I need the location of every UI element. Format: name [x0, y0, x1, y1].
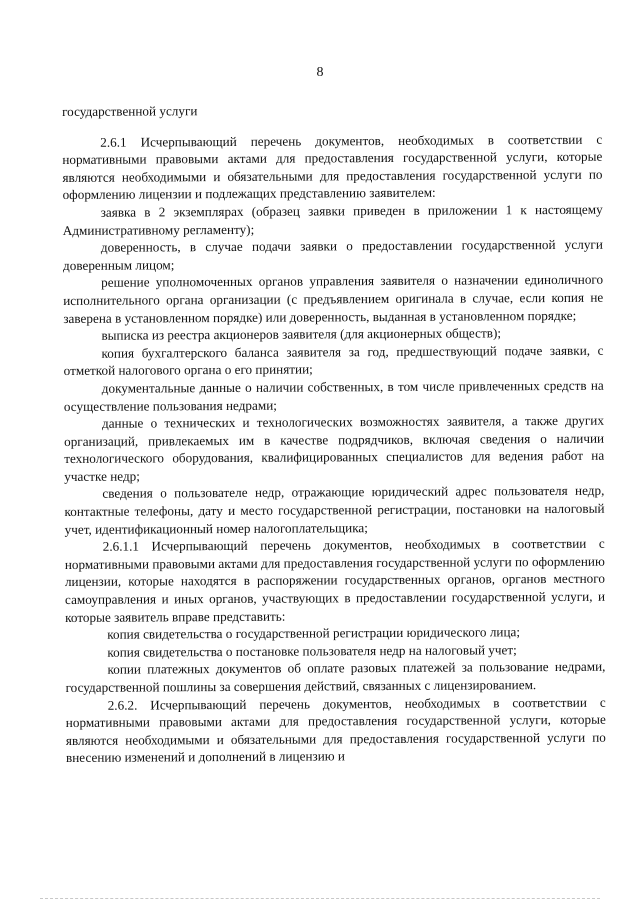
list-item-application: заявка в 2 экземплярах (образец заявки приведен в приложении 1 к настоящему Административному регламенту); — [62, 201, 603, 238]
page-number: 8 — [316, 65, 324, 80]
list-item-registration-certificate: копия свидетельства о государственной регистрации юридического лица; — [107, 624, 521, 642]
list-item-funds-data: документальные данные о наличии собственных, в том числе привлеченных средств на осуществление пользования недрами; — [63, 377, 604, 414]
scan-edge-line — [40, 898, 600, 901]
list-item-shareholder-extract: выписка из реестра акционеров заявителя (для акционерных обществ); — [101, 325, 502, 343]
paragraph-2-6-1: 2.6.1 Исчерпывающий перечень документов, необходимых в соответствии с нормативными правовыми актами для предоставления государственной услуги, которые являются необходимыми и обязательными для предоставления государственной услуги по оформлению лицензии и подлежащих представлению заявителем: — [62, 131, 603, 203]
list-item-power-of-attorney: доверенность, в случае подачи заявки о предоставлении государственной услуги доверенным лицом; — [62, 236, 603, 273]
list-item-balance-sheet: копия бухгалтерского баланса заявителя за год, предшествующий подаче заявки, с отметкой налогового органа о его принятии; — [63, 342, 604, 379]
list-item-technical-data: данные о технических и технологических возможностях заявителя, а также других организаций, привлекаемых им в качестве подрядчиков, включая сведения о наличии технологического оборудования, квалифицированных специалистов для ведения работ на участке недр; — [64, 412, 605, 484]
list-item-management-decision: решение уполномоченных органов управления заявителя о назначении единоличного исполнительного органа организации (с предъявлением оригинала в случае, если копия не заверена в установленном порядке) или доверенность, выданная в установленном порядке; — [63, 272, 604, 326]
paragraph-2-6-1-1: 2.6.1.1 Исчерпывающий перечень документов, необходимых в соответствии с нормативными правовыми актами для предоставления государственной услуги по оформлению лицензии, которые находятся в распоряжении государственных органов, органов местного самоуправления и иных органов, участвующих в предоставлении государственной услуги, и которые заявитель вправе представить: — [64, 535, 606, 625]
list-item-payment-documents: копии платежных документов об оплате разовых платежей за пользование недрами, государственной пошлины за совершения действий, связанных с лицензированием. — [65, 659, 606, 695]
paragraph-continuation: государственной услуги — [62, 103, 198, 119]
list-item-tax-certificate: копия свидетельства о постановке пользователя недр на налоговый учет; — [107, 642, 517, 660]
list-item-user-info: сведения о пользователе недр, отражающие юридический адрес пользователя недр, контактные телефоны, дату и место государственной регистрации, постановки на налоговый учет, идентификационный номер налогоплательщика; — [64, 483, 605, 537]
paragraph-2-6-2: 2.6.2. Исчерпывающий перечень документов, необходимых в соответствии с нормативными правовыми актами для предоставления государственной услуги, которые являются необходимыми и обязательными для предоставления государственной услуги по внесению изменений и дополнений в лицензию и — [65, 694, 606, 766]
document-body — [62, 100, 606, 767]
